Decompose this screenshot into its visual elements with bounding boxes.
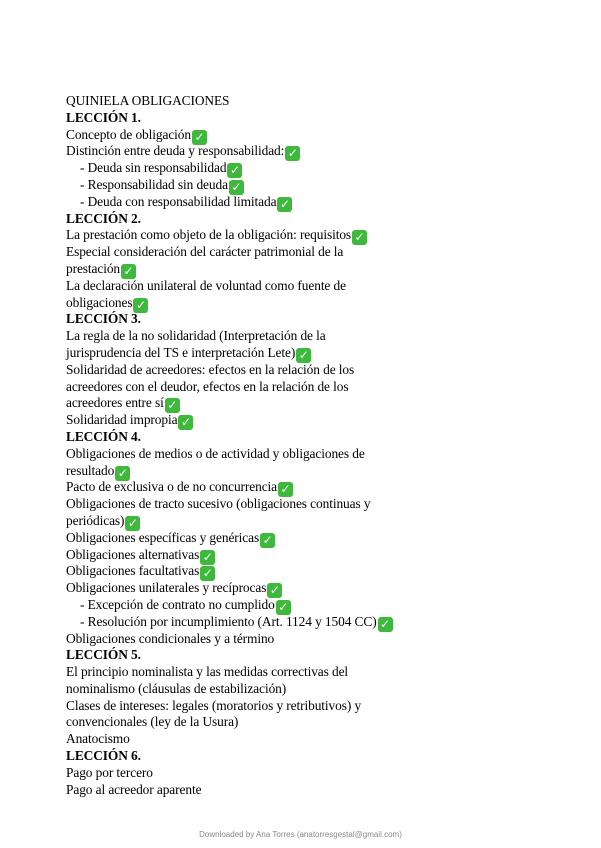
list-item <box>66 143 566 160</box>
list-item <box>66 379 566 396</box>
line-text: Obligaciones condicionales y a término <box>66 630 275 646</box>
check-mark-icon: ✓ <box>133 298 148 313</box>
document-body <box>66 93 566 798</box>
line-text: Obligaciones unilaterales y recíprocas <box>66 580 267 596</box>
line-text: LECCIÓN 2. <box>66 210 141 226</box>
line-text: LECCIÓN 6. <box>66 748 141 764</box>
line-text: LECCIÓN 4. <box>66 428 141 444</box>
check-mark-icon: ✓ <box>200 550 215 565</box>
list-item <box>66 664 566 681</box>
list-item <box>66 227 566 244</box>
check-mark-icon: ✓ <box>276 600 291 615</box>
line-text: El principio nominalista y las medidas correctivas del <box>66 664 349 680</box>
line-text: Obligaciones de tracto sucesivo (obligaciones continuas y <box>66 496 371 512</box>
lesson-heading <box>66 110 566 127</box>
check-mark-icon: ✓ <box>121 264 136 279</box>
list-item <box>66 261 566 278</box>
line-text: - Deuda sin responsabilidad <box>80 160 227 176</box>
line-text: - Deuda con responsabilidad limitada <box>80 193 277 209</box>
line-text: Solidaridad de acreedores: efectos en la relación de los <box>66 361 355 377</box>
sub-list-item <box>66 194 566 211</box>
check-mark-icon: ✓ <box>227 163 242 178</box>
line-text: Obligaciones alternativas <box>66 546 200 562</box>
lesson-heading <box>66 311 566 328</box>
line-text: nominalismo (cláusulas de estabilización) <box>66 680 287 696</box>
line-text: LECCIÓN 5. <box>66 647 141 663</box>
line-text: Especial consideración del carácter patrimonial de la <box>66 244 344 260</box>
lesson-heading <box>66 429 566 446</box>
list-item <box>66 513 566 530</box>
list-item <box>66 631 566 648</box>
line-text: prestación <box>66 260 121 276</box>
list-item <box>66 731 566 748</box>
list-item <box>66 278 566 295</box>
list-item <box>66 412 566 429</box>
line-text: Pago al acreedor aparente <box>66 781 202 797</box>
list-item <box>66 244 566 261</box>
list-item <box>66 563 566 580</box>
lesson-heading <box>66 647 566 664</box>
line-text: acreedores con el deudor, efectos en la relación de los <box>66 378 349 394</box>
line-text: LECCIÓN 3. <box>66 311 141 327</box>
list-item <box>66 345 566 362</box>
list-item <box>66 765 566 782</box>
lesson-heading <box>66 211 566 228</box>
line-text: jurisprudencia del TS e interpretación Lete) <box>66 344 296 360</box>
check-mark-icon: ✓ <box>125 516 140 531</box>
list-item <box>66 547 566 564</box>
line-text: Pago por tercero <box>66 764 153 780</box>
list-item <box>66 395 566 412</box>
list-item <box>66 698 566 715</box>
check-mark-icon: ✓ <box>352 230 367 245</box>
list-item <box>66 714 566 731</box>
list-item <box>66 479 566 496</box>
list-item <box>66 295 566 312</box>
sub-list-item <box>66 177 566 194</box>
list-item <box>66 580 566 597</box>
check-mark-icon: ✓ <box>260 533 275 548</box>
line-text: periódicas) <box>66 512 125 528</box>
line-text: La declaración unilateral de voluntad como fuente de <box>66 277 346 293</box>
line-text: Distinción entre deuda y responsabilidad: <box>66 143 285 159</box>
line-text: LECCIÓN 1. <box>66 109 141 125</box>
sub-list-item <box>66 597 566 614</box>
line-text: convencionales (ley de la Usura) <box>66 714 239 730</box>
check-mark-icon: ✓ <box>200 566 215 581</box>
line-text: La regla de la no solidaridad (Interpretación de la <box>66 328 326 344</box>
list-item <box>66 362 566 379</box>
list-item <box>66 463 566 480</box>
line-text: La prestación como objeto de la obligación: requisitos <box>66 227 352 243</box>
check-mark-icon: ✓ <box>285 146 300 161</box>
list-item <box>66 127 566 144</box>
check-mark-icon: ✓ <box>165 398 180 413</box>
sub-list-item <box>66 160 566 177</box>
line-text: Anatocismo <box>66 731 130 747</box>
list-item <box>66 446 566 463</box>
check-mark-icon: ✓ <box>277 197 292 212</box>
list-item <box>66 328 566 345</box>
lesson-heading <box>66 748 566 765</box>
line-text: Obligaciones facultativas <box>66 563 200 579</box>
document-title: QUINIELA OBLIGACIONES <box>66 93 230 108</box>
line-text: resultado <box>66 462 115 478</box>
line-text: Obligaciones específicas y genéricas <box>66 529 260 545</box>
check-mark-icon: ✓ <box>296 348 311 363</box>
check-mark-icon: ✓ <box>115 466 130 481</box>
check-mark-icon: ✓ <box>278 482 293 497</box>
line-text: - Responsabilidad sin deuda <box>80 176 228 192</box>
line-text: Concepto de obligación <box>66 126 191 142</box>
line-text: - Excepción de contrato no cumplido <box>80 596 275 612</box>
line-text: acreedores entre sí <box>66 395 164 411</box>
line-text: - Resolución por incumplimiento (Art. 1124 y 1504 CC) <box>80 613 377 629</box>
line-text: Pacto de exclusiva o de no concurrencia <box>66 479 278 495</box>
document-lines <box>66 110 566 799</box>
check-mark-icon: ✓ <box>378 617 393 632</box>
download-footer: Downloaded by Ana Torres (anatorresgestal@gmail.com) <box>199 830 402 839</box>
line-text: obligaciones <box>66 294 133 310</box>
check-mark-icon: ✓ <box>192 130 207 145</box>
check-mark-icon: ✓ <box>229 180 244 195</box>
line-text: Solidaridad impropia <box>66 412 178 428</box>
check-mark-icon: ✓ <box>178 415 193 430</box>
line-text: Obligaciones de medios o de actividad y obligaciones de <box>66 445 365 461</box>
line-text: Clases de intereses: legales (moratorios y retributivos) y <box>66 697 362 713</box>
list-item <box>66 782 566 799</box>
check-mark-icon: ✓ <box>267 583 282 598</box>
list-item <box>66 681 566 698</box>
list-item <box>66 496 566 513</box>
sub-list-item <box>66 614 566 631</box>
list-item <box>66 530 566 547</box>
